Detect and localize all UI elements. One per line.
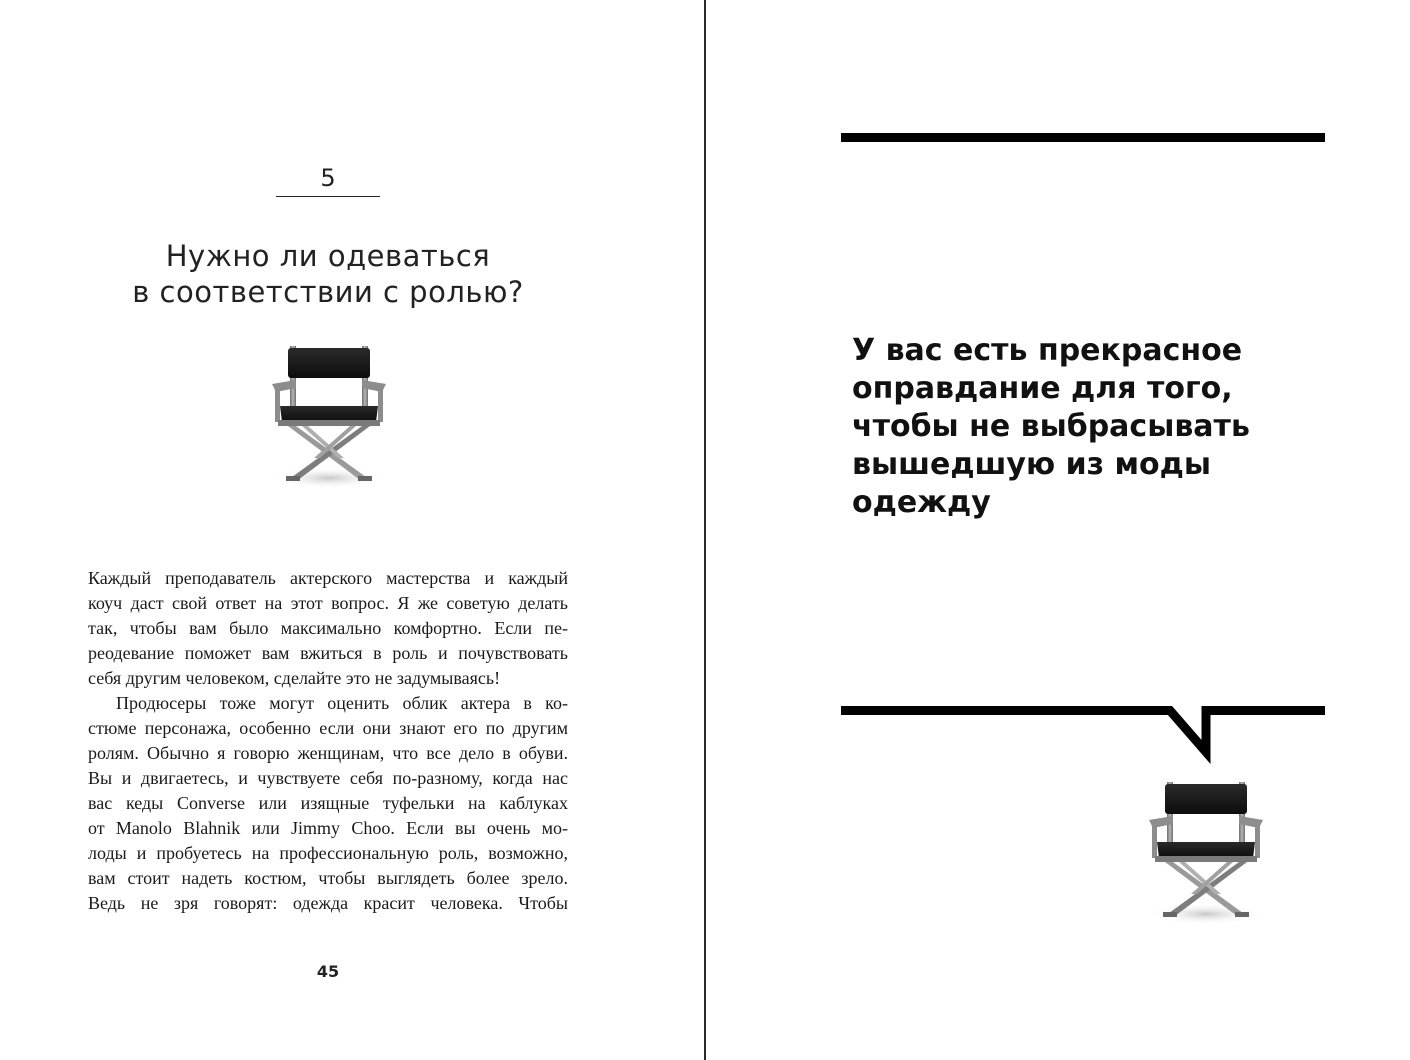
body-text (88, 566, 568, 916)
top-rule (841, 133, 1325, 142)
chapter-title (70, 238, 586, 310)
pull-quote-line: одежду (852, 485, 991, 520)
body-line: лоды и пробуетесь на профессиональную роль, возможно, (88, 843, 568, 863)
body-line: вас кеды Converse или изящные туфельки на каблуках (88, 793, 568, 813)
speech-bubble-rule (841, 706, 1325, 766)
body-line: Каждый преподаватель актерского мастерства и каждый (88, 568, 568, 588)
body-line: вам стоит надеть костюм, чтобы выглядеть более зрело. (88, 868, 568, 888)
body-line: коуч даст свой ответ на этот вопрос. Я же советую делать (88, 593, 568, 613)
pull-quote-line: оправдание для того, (852, 371, 1233, 406)
body-line: реодевание поможет вам вжиться в роль и почувствовать (88, 643, 568, 663)
pull-quote-line: вышедшую из моды (852, 447, 1211, 482)
right-page (706, 0, 1410, 1060)
body-line: Продюсеры тоже могут оценить облик актера в ко- (116, 693, 568, 713)
pull-quote-line: У вас есть прекрасное (852, 333, 1243, 368)
page-number: 45 (316, 962, 340, 981)
body-line: так, чтобы вам было максимально комфортно. Если пе- (88, 618, 568, 638)
chapter-title-line: в соответствии с ролью? (132, 275, 524, 309)
body-line: от Manolo Blahnik или Jimmy Choo. Если вы очень мо- (88, 818, 568, 838)
directors-chair-icon (266, 340, 392, 490)
body-line: Ведь не зря говорят: одежда красит человека. Чтобы (88, 893, 568, 913)
body-line: себя другим человеком, сделайте это не задумываясь! (88, 668, 501, 688)
pull-quote (852, 332, 1292, 522)
directors-chair-icon (1143, 776, 1269, 926)
body-line: Вы и двигаетесь, и чувствуете себя по-разному, когда нас (88, 768, 568, 788)
chapter-title-line: Нужно ли одеваться (165, 239, 491, 273)
body-line: ролям. Обычно я говорю женщинам, что все дело в обуви. (88, 743, 568, 763)
chapter-number: 5 (276, 160, 380, 197)
body-line: стюме персонажа, особенно если они знают его по другим (88, 718, 568, 738)
pull-quote-line: чтобы не выбрасывать (852, 409, 1250, 444)
